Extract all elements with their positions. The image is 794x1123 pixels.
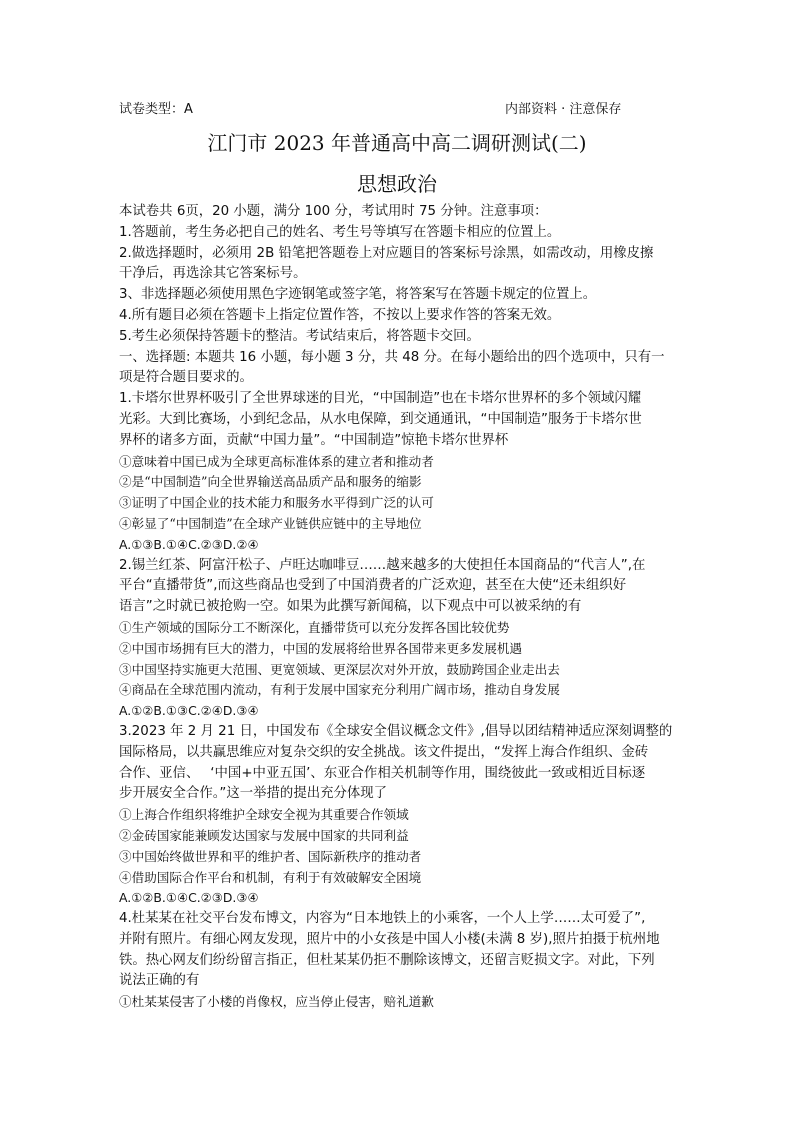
question-stem-line: 并附有照片。有细心网友发现，照片中的小女孩是中国人小楼(未满 8 岁),照片拍摄于杭州地 <box>119 931 660 947</box>
section-line: 项是符合题目要求的。 <box>119 370 253 386</box>
section-line: 一、选择题: 本题共 16 小题，每小题 3 分，共 48 分。在每小题给出的四个选项中，只有一 <box>119 349 665 365</box>
question-3 <box>119 722 685 909</box>
answer-choices: A.①③B.①④C.②③D.②④ <box>119 536 259 552</box>
question-stem-line: 3.2023 年 2 月 21 日，中国发布《全球安全倡议概念文件》,倡导以团结精神适应深刻调整的 <box>119 723 673 739</box>
instruction-line: 本试卷共 6页，20 小题，满分 100 分，考试用时 75 分钟。注意事项： <box>119 204 548 219</box>
answer-choices: A.①②B.①③C.②④D.③④ <box>119 703 259 719</box>
instruction-line: 2.做选择题时，必须用 2B 铅笔把答题卷上对应题目的答案标号涂黑，如需改动，用橡皮擦 <box>119 245 654 261</box>
question-option: ①生产领域的国际分工不断深化，直播带货可以充分发挥各国比较优势 <box>119 619 510 635</box>
question-stem-line: 语言”之时就已被抢购一空。如果为此撰写新闻稿，以下观点中可以被采纳的有 <box>119 599 582 615</box>
question-4 <box>119 909 685 1013</box>
subject-title: 思想政治 <box>357 172 437 196</box>
question-option: ①杜某某侵害了小楼的肖像权，应当停止侵害，赔礼道歉 <box>119 994 434 1010</box>
exam-body <box>119 202 685 1013</box>
question-stem-line: 平台“直播带货”,而这些商品也受到了中国消费者的广泛欢迎，甚至在大使“还未组织好 <box>119 578 627 594</box>
question-stem-line: 步开展安全合作。”这一举措的提出充分体现了 <box>119 786 388 802</box>
question-stem-line: 合作、亚信、 ‘中国+中亚五国’、东亚合作相关机制等作用，围绕彼此一致或相近目标逐 <box>119 765 646 781</box>
question-stem-line: 4.杜某某在社交平台发布博文，内容为“日本地铁上的小乘客，一个人上学……太可爱了”, <box>119 911 646 927</box>
question-stem-line: 说法正确的有 <box>119 973 200 989</box>
question-option: ①上海合作组织将维护全球安全视为其重要合作领域 <box>119 807 409 823</box>
instructions <box>119 202 685 348</box>
question-option: ③中国始终做世界和平的维护者、国际新秩序的推动者 <box>119 848 422 864</box>
question-2 <box>119 556 685 722</box>
question-stem-line: 光彩。大到比赛场，小到纪念品，从水电保障，到交通通讯，“中国制造”服务于卡塔尔世 <box>119 411 642 427</box>
exam-title: 江门市 2023 年普通高中高二调研测试(二) <box>207 131 587 155</box>
question-1 <box>119 389 685 555</box>
instruction-line: 干净后，再选涂其它答案标号。 <box>119 266 307 282</box>
question-stem-line: 国际格局，以共赢思维应对复杂交织的安全挑战。该文件提出，“发挥上海合作组织、金砖 <box>119 744 649 760</box>
instruction-line: 4.所有题目必须在答题卡上指定位置作答，不按以上要求作答的答案无效。 <box>119 307 561 323</box>
question-stem-line: 2.锡兰红茶、阿富汗松子、卢旺达咖啡豆……越来越多的大使担任本国商品的“代言人”,在 <box>119 557 646 573</box>
answer-choices: A.①②B.①④C.②③D.③④ <box>119 890 259 906</box>
instruction-line: 5.考生必须保持答题卡的整洁。考试结束后，将答题卡交回。 <box>119 328 480 344</box>
question-option: ④彰显了“中国制造”在全球产业链供应链中的主导地位 <box>119 515 422 531</box>
instruction-line: 1.答题前，考生务必把自己的姓名、考生号等填写在答题卡相应的位置上。 <box>119 224 561 240</box>
paper-type-label: 试卷类型：A <box>119 102 193 117</box>
question-option: ②中国市场拥有巨大的潜力，中国的发展将给世界各国带来更多发展机遇 <box>119 640 522 656</box>
question-stem-line: 铁。热心网友们纷纷留言指正，但杜某某仍拒不删除该博文，还留言贬损文字。对此，下列 <box>119 952 655 968</box>
question-stem-line: 界杯的诸多方面，贡献“中国力量”。“中国制造”惊艳卡塔尔世界杯 <box>119 432 509 448</box>
question-option: ④商品在全球范围内流动，有利于发展中国家充分利用广阔市场，推动自身发展 <box>119 682 560 698</box>
question-option: ③中国坚持实施更大范围、更宽领域、更深层次对外开放，鼓励跨国企业走出去 <box>119 661 560 677</box>
question-option: ②金砖国家能兼顾发达国家与发展中国家的共同利益 <box>119 827 409 843</box>
question-option: ②是“中国制造”向全世界输送高品质产品和服务的缩影 <box>119 474 422 490</box>
section-heading <box>119 348 685 390</box>
question-stem-line: 1.卡塔尔世界杯吸引了全世界球迷的目光，“中国制造”也在卡塔尔世界杯的多个领域闪耀 <box>119 391 642 407</box>
confidential-label: 内部资料 · 注意保存 <box>505 102 622 117</box>
question-option: ④借助国际合作平台和机制，有利于有效破解安全困境 <box>119 869 422 885</box>
instruction-line: 3、非选择题必须使用黑色字迹钢笔或签字笔，将答案写在答题卡规定的位置上。 <box>119 287 597 303</box>
question-option: ①意味着中国已成为全球更高标准体系的建立者和推动者 <box>119 453 434 469</box>
question-option: ③证明了中国企业的技术能力和服务水平得到广泛的认可 <box>119 495 434 511</box>
